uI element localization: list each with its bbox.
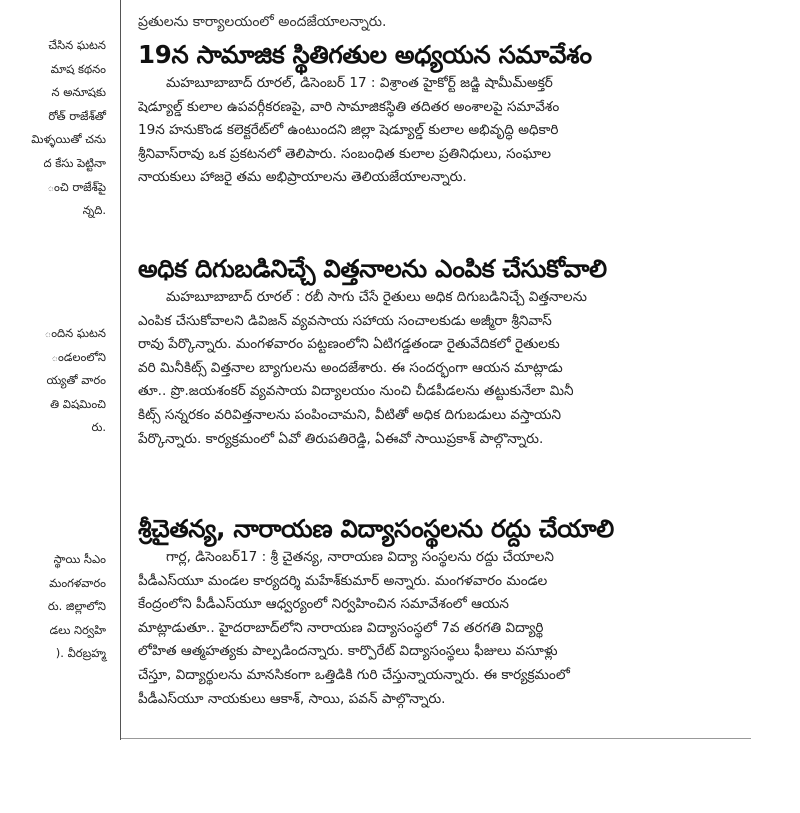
left-line: మాష కథనం xyxy=(50,61,106,76)
body-line: పేర్కొన్నారు. కార్యక్రమంలో ఏవో తిరుపతిరెడ్డి, ఏఈవో సాయిప్రకాశ్ పాల్గొన్నారు. xyxy=(138,430,544,447)
body-line: 19న హనుకొండ కలెక్టరేట్‌లో ఉంటుందని జిల్లా షెడ్యూల్డ్ కులాల అభివృద్ధి అధికారి xyxy=(138,122,559,139)
left-block-3 xyxy=(0,548,106,666)
body-line: మహబూబాబాద్ రూరల్ : రబీ సాగు చేసే రైతులు అధిక దిగుబడినిచ్చే విత్తనాలను xyxy=(166,289,587,305)
headline: శ్రీచైతన్య, నారాయణ విద్యాసంస్థలను రద్దు చేయాలి xyxy=(138,514,614,543)
left-line: రు. జిల్లాలోని xyxy=(47,599,106,614)
body-line: కిట్స్ సన్నరకం వరివిత్తనాలను పంపించామని, వీటితో అధిక దిగుబడులు వస్తాయని xyxy=(138,406,562,423)
body-line: కేంద్రంలోని పీడీఎస్‌యూ ఆధ్వర్యంలో నిర్వహించిన సమావేశంలో ఆయన xyxy=(138,596,509,613)
left-line: చేసిన ఘటన xyxy=(48,38,106,52)
body-line: మహబూబాబాద్ రూరల్, డిసెంబర్ 17 : విశ్రాంత హైకోర్ట్ జడ్జి షామీమ్‌అక్తర్ xyxy=(166,75,553,91)
body-line: చేస్తూ, విద్యార్థులను మానసికంగా ఒత్తిడికి గురి చేస్తున్నాయన్నారు. ఈ కార్యక్రమంలో xyxy=(138,666,570,683)
body-line: పీడీఎస్‌యూ మండల కార్యదర్శి మహేశ్‌కుమార్ అన్నారు. మంగళవారం మండల xyxy=(138,572,548,589)
left-line: మంగళవారం xyxy=(49,575,106,590)
article-cancel-institutions xyxy=(138,512,750,711)
left-line: ). వీరబ్రహ్మ xyxy=(55,646,106,661)
left-line: న్నది. xyxy=(82,203,106,218)
left-line: న అనూషకు xyxy=(51,85,106,100)
left-block-1 xyxy=(0,34,106,223)
headline: అధిక దిగుబడినిచ్చే విత్తనాలను ఎంపిక చేసుకోవాలి xyxy=(138,254,607,283)
top-fragment-line: ప్రతులను కార్యాలయంలో అందజేయాలన్నారు. xyxy=(138,14,387,30)
body-line: మాట్లాడుతూ.. హైదరాబాద్‌లోని నారాయణ విద్యాసంస్థలో 7వ తరగతి విద్యార్థి xyxy=(138,619,544,636)
left-column-fragments xyxy=(0,0,112,745)
body-line: రావు పేర్కొన్నారు. మంగళవారం పట్టణంలోని ఏటిగడ్డతండా రైతువేదికలో రైతులకు xyxy=(138,336,560,353)
left-block-2 xyxy=(0,322,106,440)
bottom-rule xyxy=(121,738,751,739)
body-line: పీడీఎస్‌యూ నాయకులు ఆకాశ్, సాయి, పవన్ పాల్గొన్నారు. xyxy=(138,690,446,707)
left-line: ంచి రాజేశ్‌పై xyxy=(47,179,106,194)
left-line: తి విషమించి xyxy=(50,396,106,411)
body-line: ఎంపిక చేసుకోవాలని డివిజన్ వ్యవసాయ సహాయ సంచాలకుడు అజ్మీరా శ్రీనివాస్ xyxy=(138,312,552,329)
left-line: మిళ్ళయితో చను xyxy=(31,132,106,147)
body-line: తూ.. ప్రొ.జయశంకర్ వ్యవసాయ విద్యాలయం నుంచి చీడపీడలను తట్టుకునేలా మినీ xyxy=(138,383,574,400)
left-line: రు. xyxy=(91,420,106,435)
left-line: డలు నిర్వహి xyxy=(49,622,106,637)
body-line: లోహిత ఆత్మహత్యకు పాల్పడిందన్నారు. కార్పొరేట్ విద్యాసంస్థలు ఫీజులు వసూళ్లు xyxy=(138,643,558,660)
column-divider xyxy=(120,0,121,740)
article-social-status-meeting xyxy=(138,38,750,190)
body-line: షెడ్యూల్డ్ కులాల ఉపవర్గీకరణపై, వారి సామాజికస్థితి తదితర అంశాలపై సమావేశం xyxy=(138,98,560,115)
headline: 19న సామాజిక స్థితిగతుల అధ్యయన సమావేశం xyxy=(138,40,592,69)
body-line: శ్రీనివాస్‌రావు ఒక ప్రకటనలో తెలిపారు. సంబంధిత కులాల ప్రతినిధులు, సంఘాల xyxy=(138,145,551,162)
left-line: ద కేసు పెట్టినా xyxy=(43,155,106,170)
body-line: నాయకులు హాజరై తమ అభిప్రాయాలను తెలియజేయాలన్నారు. xyxy=(138,169,467,186)
left-line: ండలంలోని xyxy=(51,349,106,364)
left-line: ందిన ఘటన xyxy=(44,326,106,340)
left-line: స్థాయి సీఎం xyxy=(53,552,106,566)
article-high-yield-seeds xyxy=(138,252,750,451)
body-line: గార్ల, డిసెంబర్17 : శ్రీ చైతన్య, నారాయణ విద్యా సంస్థలను రద్దు చేయాలని xyxy=(166,549,554,565)
left-line: య్యతో వారం xyxy=(46,373,106,388)
body-line: వరి మినీకిట్స్ విత్తనాల బ్యాగులను అందజేశారు. ఈ సందర్భంగా ఆయన మాట్లాడు xyxy=(138,359,563,376)
left-line: రోత్ రాజేశ్‌తో xyxy=(48,108,106,123)
